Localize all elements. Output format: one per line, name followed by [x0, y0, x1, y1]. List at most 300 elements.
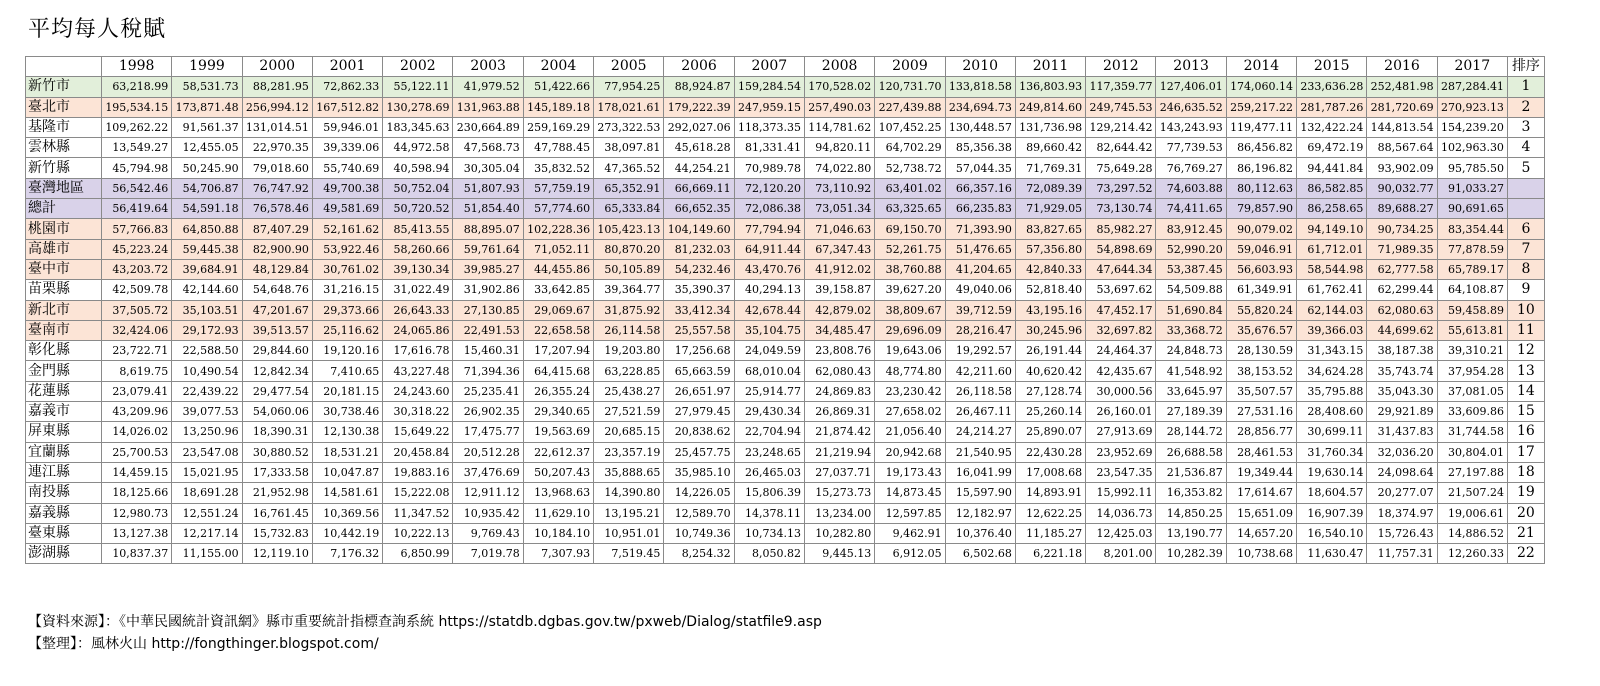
- tax-value-cell: 10,184.10: [523, 523, 593, 543]
- tax-value-cell: 77,794.94: [734, 219, 804, 239]
- tax-value-cell: 39,985.27: [453, 259, 523, 279]
- table-row: [26, 138, 1545, 158]
- tax-value-cell: 10,369.56: [312, 503, 382, 523]
- tax-value-cell: 26,643.33: [383, 300, 453, 320]
- tax-value-cell: 29,172.93: [172, 320, 242, 340]
- tax-value-cell: 15,597.90: [945, 483, 1015, 503]
- rank-cell: 14: [1507, 381, 1544, 401]
- tax-value-cell: 11,155.00: [172, 544, 242, 564]
- tax-value-cell: 39,627.20: [875, 280, 945, 300]
- tax-value-cell: 27,130.85: [453, 300, 523, 320]
- tax-value-cell: 33,412.34: [664, 300, 734, 320]
- rank-cell: 22: [1507, 544, 1544, 564]
- tax-value-cell: 29,477.54: [242, 381, 312, 401]
- tax-value-cell: 37,081.05: [1437, 381, 1507, 401]
- tax-value-cell: 72,089.39: [1015, 178, 1085, 198]
- tax-value-cell: 14,850.25: [1156, 503, 1226, 523]
- tax-value-cell: 43,195.16: [1015, 300, 1085, 320]
- tax-value-cell: 136,803.93: [1015, 77, 1085, 97]
- tax-value-cell: 12,911.12: [453, 483, 523, 503]
- year-header: 2003: [453, 57, 523, 77]
- tax-value-cell: 57,774.60: [523, 199, 593, 219]
- rank-cell: 8: [1507, 259, 1544, 279]
- header-row: [26, 57, 1545, 77]
- tax-value-cell: 58,544.98: [1297, 259, 1367, 279]
- tax-value-cell: 12,425.03: [1086, 523, 1156, 543]
- tax-value-cell: 26,160.01: [1086, 402, 1156, 422]
- tax-value-cell: 24,848.73: [1156, 341, 1226, 361]
- tax-value-cell: 40,598.94: [383, 158, 453, 178]
- tax-value-cell: 68,010.04: [734, 361, 804, 381]
- tax-value-cell: 7,307.93: [523, 544, 593, 564]
- tax-value-cell: 77,739.53: [1156, 138, 1226, 158]
- tax-value-cell: 22,439.22: [172, 381, 242, 401]
- tax-value-cell: 28,216.47: [945, 320, 1015, 340]
- region-name: 苗栗縣: [26, 280, 102, 300]
- tax-value-cell: 13,968.63: [523, 483, 593, 503]
- tax-value-cell: 12,980.73: [102, 503, 172, 523]
- rank-cell: [1507, 199, 1544, 219]
- tax-value-cell: 62,144.03: [1297, 300, 1367, 320]
- rank-cell: 15: [1507, 402, 1544, 422]
- tax-value-cell: 15,651.09: [1226, 503, 1296, 523]
- tax-value-cell: 39,513.57: [242, 320, 312, 340]
- tax-value-cell: 28,461.53: [1226, 442, 1296, 462]
- tax-value-cell: 14,459.15: [102, 462, 172, 482]
- tax-value-cell: 24,243.60: [383, 381, 453, 401]
- tax-value-cell: 41,204.65: [945, 259, 1015, 279]
- tax-value-cell: 159,284.54: [734, 77, 804, 97]
- tax-value-cell: 130,448.57: [945, 117, 1015, 137]
- region-name: 宜蘭縣: [26, 442, 102, 462]
- tax-value-cell: 39,366.03: [1297, 320, 1367, 340]
- tax-value-cell: 246,635.52: [1156, 97, 1226, 117]
- tax-value-cell: 19,349.44: [1226, 462, 1296, 482]
- region-name: 嘉義市: [26, 402, 102, 422]
- tax-value-cell: 28,408.60: [1297, 402, 1367, 422]
- tax-value-cell: 40,620.42: [1015, 361, 1085, 381]
- year-header: 2005: [594, 57, 664, 77]
- tax-value-cell: 31,022.49: [383, 280, 453, 300]
- tax-value-cell: 85,982.27: [1086, 219, 1156, 239]
- tax-value-cell: 38,153.52: [1226, 361, 1296, 381]
- tax-value-cell: 33,368.72: [1156, 320, 1226, 340]
- tax-value-cell: 19,006.61: [1437, 503, 1507, 523]
- tax-value-cell: 145,189.18: [523, 97, 593, 117]
- tax-value-cell: 24,098.64: [1367, 462, 1437, 482]
- tax-value-cell: 90,079.02: [1226, 219, 1296, 239]
- tax-value-cell: 30,738.46: [312, 402, 382, 422]
- tax-value-cell: 21,056.40: [875, 422, 945, 442]
- tax-value-cell: 52,261.75: [875, 239, 945, 259]
- tax-value-cell: 23,248.65: [734, 442, 804, 462]
- tax-value-cell: 25,260.14: [1015, 402, 1085, 422]
- tax-value-cell: 43,209.96: [102, 402, 172, 422]
- tax-value-cell: 14,873.45: [875, 483, 945, 503]
- tax-value-cell: 10,951.01: [594, 523, 664, 543]
- tax-value-cell: 131,736.98: [1015, 117, 1085, 137]
- tax-value-cell: 21,219.94: [804, 442, 874, 462]
- tax-value-cell: 17,256.68: [664, 341, 734, 361]
- region-name: 高雄市: [26, 239, 102, 259]
- year-header: 2011: [1015, 57, 1085, 77]
- tax-value-cell: 86,258.65: [1297, 199, 1367, 219]
- tax-value-cell: 129,214.42: [1086, 117, 1156, 137]
- tax-value-cell: 15,222.08: [383, 483, 453, 503]
- tax-value-cell: 83,354.44: [1437, 219, 1507, 239]
- tax-value-cell: 65,663.59: [664, 361, 734, 381]
- tax-value-cell: 59,046.91: [1226, 239, 1296, 259]
- tax-value-cell: 83,827.65: [1015, 219, 1085, 239]
- tax-value-cell: 20,942.68: [875, 442, 945, 462]
- tax-value-cell: 57,759.19: [523, 178, 593, 198]
- tax-value-cell: 59,761.64: [453, 239, 523, 259]
- tax-value-cell: 16,041.99: [945, 462, 1015, 482]
- tax-value-cell: 144,813.54: [1367, 117, 1437, 137]
- tax-value-cell: 91,561.37: [172, 117, 242, 137]
- tax-value-cell: 64,108.87: [1437, 280, 1507, 300]
- tax-value-cell: 259,217.22: [1226, 97, 1296, 117]
- tax-value-cell: 25,235.41: [453, 381, 523, 401]
- tax-value-cell: 35,676.57: [1226, 320, 1296, 340]
- tax-value-cell: 42,840.33: [1015, 259, 1085, 279]
- tax-value-cell: 47,568.73: [453, 138, 523, 158]
- rank-cell: 16: [1507, 422, 1544, 442]
- year-header: 2007: [734, 57, 804, 77]
- tax-value-cell: 10,738.68: [1226, 544, 1296, 564]
- tax-value-cell: 40,294.13: [734, 280, 804, 300]
- tax-value-cell: 47,365.52: [594, 158, 664, 178]
- tax-value-cell: 7,519.45: [594, 544, 664, 564]
- tax-value-cell: 37,505.72: [102, 300, 172, 320]
- tax-value-cell: 54,591.18: [172, 199, 242, 219]
- tax-value-cell: 91,033.27: [1437, 178, 1507, 198]
- tax-value-cell: 19,120.16: [312, 341, 382, 361]
- tax-value-cell: 54,898.69: [1086, 239, 1156, 259]
- tax-value-cell: 25,457.75: [664, 442, 734, 462]
- tax-value-cell: 64,702.29: [875, 138, 945, 158]
- tax-value-cell: 52,818.40: [1015, 280, 1085, 300]
- tax-value-cell: 39,158.87: [804, 280, 874, 300]
- tax-value-cell: 66,357.16: [945, 178, 1015, 198]
- tax-value-cell: 14,893.91: [1015, 483, 1085, 503]
- tax-value-cell: 109,262.22: [102, 117, 172, 137]
- tax-value-cell: 38,760.88: [875, 259, 945, 279]
- tax-value-cell: 93,902.09: [1367, 158, 1437, 178]
- tax-value-cell: 20,685.15: [594, 422, 664, 442]
- tax-value-cell: 12,589.70: [664, 503, 734, 523]
- tax-value-cell: 22,430.28: [1015, 442, 1085, 462]
- tax-value-cell: 54,706.87: [172, 178, 242, 198]
- tax-value-cell: 50,752.04: [383, 178, 453, 198]
- table-row: [26, 219, 1545, 239]
- tax-value-cell: 23,357.19: [594, 442, 664, 462]
- tax-value-cell: 73,051.34: [804, 199, 874, 219]
- region-name: 嘉義縣: [26, 503, 102, 523]
- tax-value-cell: 28,144.72: [1156, 422, 1226, 442]
- tax-value-cell: 30,305.04: [453, 158, 523, 178]
- year-header: 2008: [804, 57, 874, 77]
- tax-value-cell: 15,806.39: [734, 483, 804, 503]
- region-name: 新竹市: [26, 77, 102, 97]
- tax-value-cell: 249,814.60: [1015, 97, 1085, 117]
- tax-value-cell: 64,911.44: [734, 239, 804, 259]
- tax-value-cell: 75,649.28: [1086, 158, 1156, 178]
- tax-value-cell: 33,642.85: [523, 280, 593, 300]
- tax-value-cell: 167,512.82: [312, 97, 382, 117]
- tax-value-cell: 54,232.46: [664, 259, 734, 279]
- tax-value-cell: 18,374.97: [1367, 503, 1437, 523]
- tax-value-cell: 34,485.47: [804, 320, 874, 340]
- table-row: [26, 259, 1545, 279]
- tax-value-cell: 25,116.62: [312, 320, 382, 340]
- tax-value-cell: 35,390.37: [664, 280, 734, 300]
- tax-value-cell: 22,658.58: [523, 320, 593, 340]
- tax-value-cell: 26,902.35: [453, 402, 523, 422]
- tax-value-cell: 14,026.02: [102, 422, 172, 442]
- tax-value-cell: 102,228.36: [523, 219, 593, 239]
- tax-value-cell: 178,021.61: [594, 97, 664, 117]
- tax-value-cell: 8,050.82: [734, 544, 804, 564]
- source-note: 【資料來源】：《中華民國統計資訊網》縣市重要統計指標查詢系統 https://statdb.dgbas.gov.tw/pxweb/Dialog/statfile9.asp: [28, 614, 822, 630]
- tax-value-cell: 104,149.60: [664, 219, 734, 239]
- tax-value-cell: 12,130.38: [312, 422, 382, 442]
- tax-value-cell: 22,491.53: [453, 320, 523, 340]
- tax-value-cell: 20,512.28: [453, 442, 523, 462]
- tax-value-cell: 12,217.14: [172, 523, 242, 543]
- year-header: 2016: [1367, 57, 1437, 77]
- tax-value-cell: 22,970.35: [242, 138, 312, 158]
- tax-value-cell: 69,150.70: [875, 219, 945, 239]
- tax-value-cell: 27,913.69: [1086, 422, 1156, 442]
- tax-value-cell: 19,563.69: [523, 422, 593, 442]
- tax-value-cell: 19,292.57: [945, 341, 1015, 361]
- region-name: 南投縣: [26, 483, 102, 503]
- tax-value-cell: 88,281.95: [242, 77, 312, 97]
- tax-value-cell: 20,181.15: [312, 381, 382, 401]
- tax-value-cell: 70,989.78: [734, 158, 804, 178]
- table-row: [26, 523, 1545, 543]
- tax-value-cell: 11,630.47: [1297, 544, 1367, 564]
- year-header: 2006: [664, 57, 734, 77]
- region-name: 新竹縣: [26, 158, 102, 178]
- tax-value-cell: 15,460.31: [453, 341, 523, 361]
- tax-value-cell: 102,963.30: [1437, 138, 1507, 158]
- tax-value-cell: 39,339.06: [312, 138, 382, 158]
- table-row: [26, 503, 1545, 523]
- tax-value-cell: 27,197.88: [1437, 462, 1507, 482]
- tax-value-cell: 76,578.46: [242, 199, 312, 219]
- tax-value-cell: 15,732.83: [242, 523, 312, 543]
- tax-value-cell: 55,613.81: [1437, 320, 1507, 340]
- rank-cell: 2: [1507, 97, 1544, 117]
- tax-value-cell: 55,740.69: [312, 158, 382, 178]
- tax-value-cell: 90,032.77: [1367, 178, 1437, 198]
- table-row: [26, 239, 1545, 259]
- year-header: 2013: [1156, 57, 1226, 77]
- tax-value-cell: 30,880.52: [242, 442, 312, 462]
- tax-value-cell: 25,438.27: [594, 381, 664, 401]
- compiled-note: 【整理】：風林火山 http://fongthinger.blogspot.com/: [28, 636, 379, 652]
- tax-value-cell: 18,531.21: [312, 442, 382, 462]
- tax-value-cell: 252,481.98: [1367, 77, 1437, 97]
- table-row: [26, 77, 1545, 97]
- tax-value-cell: 114,781.62: [804, 117, 874, 137]
- tax-value-cell: 83,912.45: [1156, 219, 1226, 239]
- tax-value-cell: 12,119.10: [242, 544, 312, 564]
- tax-value-cell: 42,211.60: [945, 361, 1015, 381]
- tax-value-cell: 30,318.22: [383, 402, 453, 422]
- tax-value-cell: 81,232.03: [664, 239, 734, 259]
- tax-value-cell: 14,657.20: [1226, 523, 1296, 543]
- rank-cell: 3: [1507, 117, 1544, 137]
- tax-value-cell: 59,458.89: [1437, 300, 1507, 320]
- tax-value-cell: 35,743.74: [1367, 361, 1437, 381]
- tax-value-cell: 74,022.80: [804, 158, 874, 178]
- tax-value-cell: 73,110.92: [804, 178, 874, 198]
- tax-value-cell: 21,874.42: [804, 422, 874, 442]
- tax-value-cell: 73,297.52: [1086, 178, 1156, 198]
- table-row: [26, 483, 1545, 503]
- tax-value-cell: 29,844.60: [242, 341, 312, 361]
- tax-value-cell: 29,921.89: [1367, 402, 1437, 422]
- tax-value-cell: 174,060.14: [1226, 77, 1296, 97]
- tax-value-cell: 13,195.21: [594, 503, 664, 523]
- tax-value-cell: 15,021.95: [172, 462, 242, 482]
- tax-value-cell: 63,218.99: [102, 77, 172, 97]
- region-name: 花蓮縣: [26, 381, 102, 401]
- tax-value-cell: 87,407.29: [242, 219, 312, 239]
- tax-value-cell: 65,352.91: [594, 178, 664, 198]
- rank-cell: 17: [1507, 442, 1544, 462]
- tax-value-cell: 257,490.03: [804, 97, 874, 117]
- tax-value-cell: 233,636.28: [1297, 77, 1367, 97]
- tax-value-cell: 30,245.96: [1015, 320, 1085, 340]
- tax-value-cell: 10,935.42: [453, 503, 523, 523]
- tax-value-cell: 74,603.88: [1156, 178, 1226, 198]
- tax-value-cell: 41,548.92: [1156, 361, 1226, 381]
- tax-value-cell: 12,842.34: [242, 361, 312, 381]
- tax-value-cell: 183,345.63: [383, 117, 453, 137]
- tax-value-cell: 74,411.65: [1156, 199, 1226, 219]
- tax-value-cell: 130,278.69: [383, 97, 453, 117]
- table-row: [26, 280, 1545, 300]
- tax-value-cell: 62,299.44: [1367, 280, 1437, 300]
- year-header: 2015: [1297, 57, 1367, 77]
- table-row: [26, 422, 1545, 442]
- tax-value-cell: 21,507.24: [1437, 483, 1507, 503]
- tax-value-cell: 25,914.77: [734, 381, 804, 401]
- tax-value-cell: 64,415.68: [523, 361, 593, 381]
- tax-value-cell: 55,820.24: [1226, 300, 1296, 320]
- tax-value-cell: 29,340.65: [523, 402, 593, 422]
- tax-value-cell: 35,795.88: [1297, 381, 1367, 401]
- tax-value-cell: 10,376.40: [945, 523, 1015, 543]
- tax-value-cell: 62,080.63: [1367, 300, 1437, 320]
- tax-value-cell: 15,273.73: [804, 483, 874, 503]
- tax-value-cell: 10,490.54: [172, 361, 242, 381]
- year-header: 2000: [242, 57, 312, 77]
- tax-value-cell: 256,994.12: [242, 97, 312, 117]
- tax-value-cell: 42,435.67: [1086, 361, 1156, 381]
- header-corner: [26, 57, 102, 77]
- tax-value-cell: 270,923.13: [1437, 97, 1507, 117]
- tax-value-cell: 57,766.83: [102, 219, 172, 239]
- tax-value-cell: 259,169.29: [523, 117, 593, 137]
- tax-value-cell: 76,769.27: [1156, 158, 1226, 178]
- rank-cell: 6: [1507, 219, 1544, 239]
- tax-value-cell: 24,464.37: [1086, 341, 1156, 361]
- tax-value-cell: 63,401.02: [875, 178, 945, 198]
- tax-value-cell: 28,856.77: [1226, 422, 1296, 442]
- tax-value-cell: 23,808.76: [804, 341, 874, 361]
- tax-value-cell: 85,356.38: [945, 138, 1015, 158]
- tax-value-cell: 19,643.06: [875, 341, 945, 361]
- year-header: 2002: [383, 57, 453, 77]
- tax-value-cell: 23,230.42: [875, 381, 945, 401]
- tax-value-cell: 18,691.28: [172, 483, 242, 503]
- tax-value-cell: 25,890.07: [1015, 422, 1085, 442]
- tax-value-cell: 71,052.11: [523, 239, 593, 259]
- tax-value-cell: 18,604.57: [1297, 483, 1367, 503]
- tax-value-cell: 12,551.24: [172, 503, 242, 523]
- tax-value-cell: 66,669.11: [664, 178, 734, 198]
- tax-value-cell: 273,322.53: [594, 117, 664, 137]
- tax-value-cell: 16,907.39: [1297, 503, 1367, 523]
- tax-value-cell: 23,547.35: [1086, 462, 1156, 482]
- tax-value-cell: 66,235.83: [945, 199, 1015, 219]
- year-header: 2001: [312, 57, 382, 77]
- tax-value-cell: 86,456.82: [1226, 138, 1296, 158]
- tax-value-cell: 29,373.66: [312, 300, 382, 320]
- tax-value-cell: 72,120.20: [734, 178, 804, 198]
- tax-value-cell: 76,747.92: [242, 178, 312, 198]
- tax-value-cell: 13,190.77: [1156, 523, 1226, 543]
- tax-value-cell: 23,722.71: [102, 341, 172, 361]
- tax-value-cell: 67,347.43: [804, 239, 874, 259]
- tax-value-cell: 234,694.73: [945, 97, 1015, 117]
- tax-value-cell: 89,688.27: [1367, 199, 1437, 219]
- tax-value-cell: 51,690.84: [1156, 300, 1226, 320]
- tax-value-cell: 27,189.39: [1156, 402, 1226, 422]
- tax-value-cell: 59,445.38: [172, 239, 242, 259]
- rank-cell: 4: [1507, 138, 1544, 158]
- tax-value-cell: 30,804.01: [1437, 442, 1507, 462]
- year-header: 1999: [172, 57, 242, 77]
- tax-value-cell: 43,227.48: [383, 361, 453, 381]
- region-name: 桃園市: [26, 219, 102, 239]
- tax-value-cell: 15,726.43: [1367, 523, 1437, 543]
- tax-value-cell: 34,624.28: [1297, 361, 1367, 381]
- tax-value-cell: 57,356.80: [1015, 239, 1085, 259]
- tax-value-cell: 32,424.06: [102, 320, 172, 340]
- tax-value-cell: 28,130.59: [1226, 341, 1296, 361]
- tax-value-cell: 6,850.99: [383, 544, 453, 564]
- tax-value-cell: 20,838.62: [664, 422, 734, 442]
- tax-value-cell: 14,226.05: [664, 483, 734, 503]
- tax-value-cell: 12,455.05: [172, 138, 242, 158]
- tax-value-cell: 107,452.25: [875, 117, 945, 137]
- tax-value-cell: 44,972.58: [383, 138, 453, 158]
- tax-value-cell: 45,794.98: [102, 158, 172, 178]
- tax-value-cell: 8,254.32: [664, 544, 734, 564]
- tax-value-cell: 39,077.53: [172, 402, 242, 422]
- tax-value-cell: 16,353.82: [1156, 483, 1226, 503]
- tax-value-cell: 94,149.10: [1297, 219, 1367, 239]
- page-title: 平均每人稅賦: [28, 17, 167, 42]
- tax-value-cell: 21,540.95: [945, 442, 1015, 462]
- tax-value-cell: 23,547.08: [172, 442, 242, 462]
